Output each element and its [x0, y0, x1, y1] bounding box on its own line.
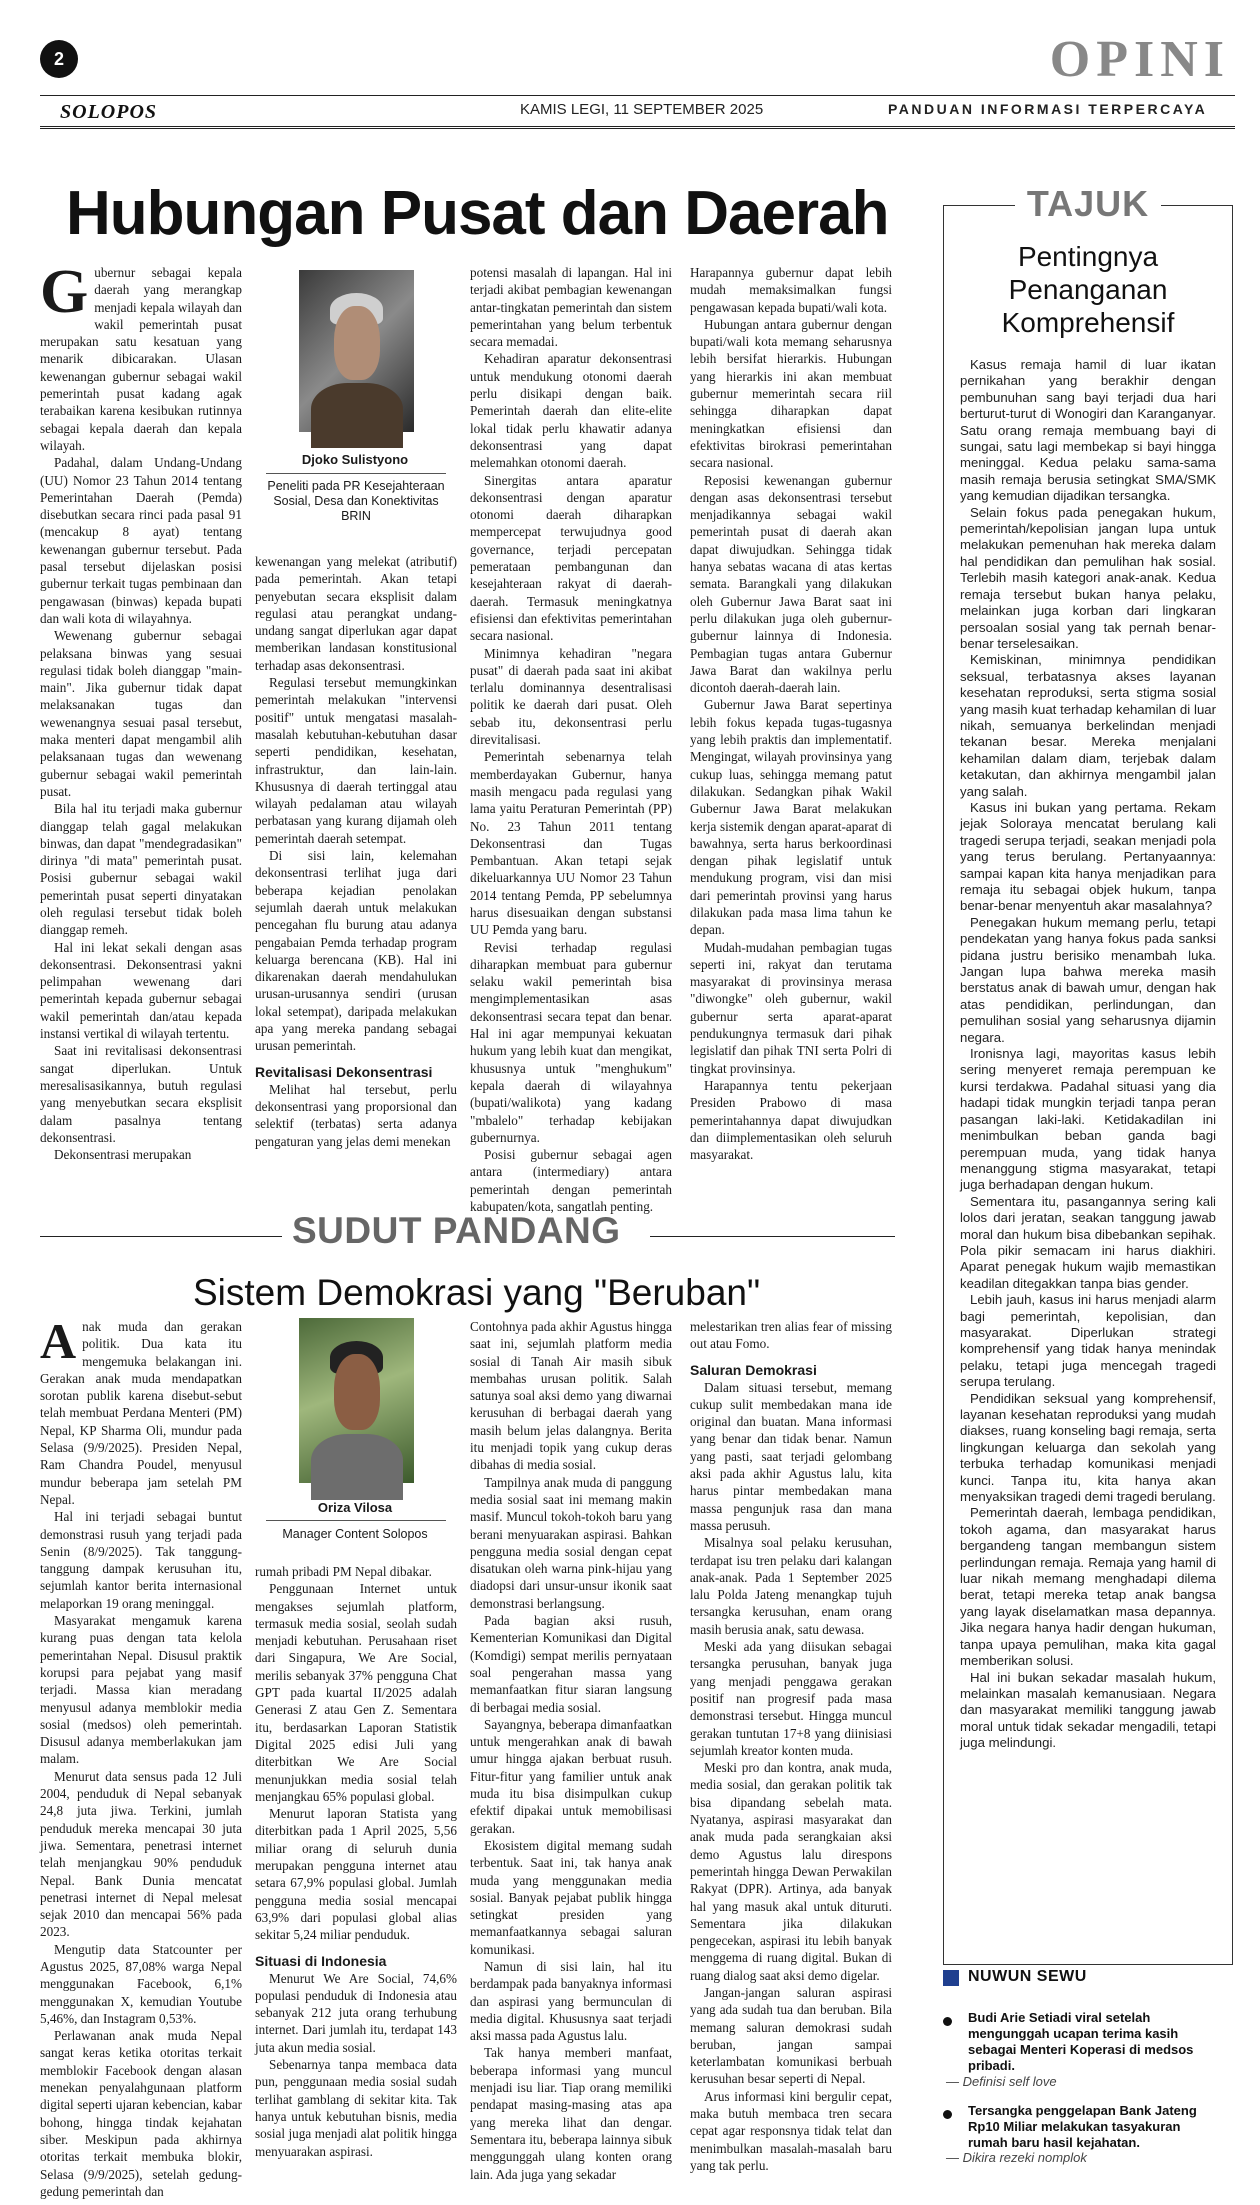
- paragraph: Harapannya tentu pekerjaan Presiden Prabowo di masa pemerintahannya dapat diwujudkan dan diimplementasikan oleh seluruh masyarakat.: [690, 1077, 892, 1163]
- author-name: Djoko Sulistyono: [301, 452, 409, 467]
- paragraph: Hal ini bukan sekadar masalah hukum, melainkan masalah kemanusiaan. Negara dan masyarakat memiliki tanggung jawab moral untuk tidak sekadar mengadili, tetapi juga melindungi.: [960, 1669, 1216, 1751]
- author-photo-djoko: [299, 270, 414, 432]
- paragraph: Melihat hal tersebut, perlu dekonsentrasi yang proporsional dan selektif (terbatas) serta adanya pengaturan yang jelas demi menekan: [255, 1081, 457, 1149]
- bullet-icon: [943, 2110, 952, 2119]
- article1-column-4: [690, 264, 892, 1192]
- paragraph: Sementara itu, pasangannya sering kali lolos dari jeratan, seakan tanggung jawab moral dan hukum bisa dibebankan sepihak. Pola pikir semacam ini harus diakhiri. Aparat penegak hukum wajib memastikan keadilan ditegakkan tanpa bias gender.: [960, 1193, 1216, 1291]
- subheading: Saluran Demokrasi: [690, 1361, 817, 1378]
- paragraph: Ekosistem digital memang sudah terbentuk. Saat ini, tak hanya anak muda yang menggunakan media sosial. Banyak pejabat publik hingga setingkat presiden yang memanfaatkannya sebagai saluran komunikasi.: [470, 1837, 672, 1957]
- paragraph: Di sisi lain, kelemahan dekonsentrasi terlihat juga dari beberapa kejadian penolakan sejumlah daerah untuk melakukan pencegahan flu burung atau adanya pengabaian Pemda terhadap program keluarga berencana (KB). Hal ini dikarenakan daerah mendahulukan urusan-urusannya sendiri (urusan lokal setempat), daripada melakukan apa yang mereka pandang sebagai urusan pemerintah.: [255, 848, 457, 1054]
- article-headline: Hubungan Pusat dan Daerah: [66, 179, 889, 248]
- dropcap: A: [40, 1313, 77, 1369]
- paragraph: Meski ada yang diisukan sebagai tersangka perusuhan, banyak juga yang menjadi penggawa gerakan positif nan progresif pada masa demonstrasi tersebut. Hingga muncul gerakan tuntutan 17+8 yang diinisiasi sejumlah kreator konten muda.: [690, 1639, 892, 1758]
- paragraph: Penggunaan Internet untuk mengakses sejumlah platform, termasuk media sosial, seolah sudah menjadi kebutuhan. Perusahaan riset dari Singapura, We Are Social, merilis sebanyak 37% pengguna Chat GPT pada kuartal II/2025 adalah Generasi Z atau Gen Z. Sementara itu, berdasarkan Laporan Statistik Digital 2025 edisi Juli yang diterbitkan We Are Social menunjukkan media sosial telah menjangkau 65% populasi global.: [255, 1581, 457, 1804]
- paragraph: Bila hal itu terjadi maka gubernur dianggap telah gagal melakukan binwas, dan dapat "mendegradasikan" dirinya "di mata" pemerintah pusat. Posisi gubernur sebagai wakil pemerintah pusat seperti dinyatakan oleh regulasi tersebut tidak boleh dianggap remeh.: [40, 801, 242, 938]
- paragraph: Menurut We Are Social, 74,6% populasi penduduk di Indonesia atau sebanyak 212 juta orang terhubung internet. Dari jumlah itu, terdapat 143 juta akun media sosial.: [255, 1970, 457, 2055]
- paragraph: Mudah-mudahan pembagian tugas seperti ini, rakyat dan terutama masyarakat di provinsinya merasa "diwongke" oleh gubernur, wakil gubernur serta aparat-aparat pendukungnya termasuk dari pihak legislatif dan pihak TNI serta Polri di tingkat provinsinya.: [690, 939, 892, 1076]
- article1-column-2: [255, 553, 457, 1193]
- nuwun-reply: — Definisi self love: [946, 2074, 1057, 2089]
- paragraph: Wewenang gubernur sebagai pelaksana binwas yang sesuai regulasi tidak boleh dianggap "main-main". Jika gubernur tidak dapat melaksanakan tugas dan wewenangnya sesuai pasal tersebut, maka menteri dapat mengambil alih pelaksanaan tugas dan wewenang gubernur sebagai wakil pemerintah pusat.: [40, 628, 242, 799]
- paragraph: Dalam situasi tersebut, memang cukup sulit membedakan mana ide original dan buatan. Mana informasi yang benar dan tidak benar. Namun yang pasti, saat terjadi gelombang aksi pada akhir Agustus lalu, kita harus pintar membedakan mana massa pengunjuk rasa dan mana massa perusuh.: [690, 1379, 892, 1533]
- subheading: Revitalisasi Dekonsentrasi: [255, 1063, 433, 1080]
- tagline: PANDUAN INFORMASI TERPERCAYA: [888, 101, 1208, 117]
- dropcap: G: [40, 258, 89, 326]
- nuwun-item: Tersangka penggelapan Bank Jateng Rp10 Miliar melakukan tasyakuran rumah baru hasil kejahatan.: [968, 2103, 1197, 2150]
- paragraph: Mengutip data Statcounter per Agustus 2025, 87,08% warga Nepal menggunakan Facebook, 6,1% menggunakan X, kemudian Youtube 5,46%, dan Instagram 0,53%.: [40, 1941, 242, 2026]
- paragraph: rumah pribadi PM Nepal dibakar.: [255, 1564, 432, 1579]
- sudut-rule-right: [650, 1236, 895, 1237]
- paragraph: Pada bagian aksi rusuh, Kementerian Komunikasi dan Digital (Komdigi) sempat merilis pernyataan soal pengerahan massa yang memanfaatkan fitur siaran langsung di berbagai media sosial.: [470, 1613, 672, 1715]
- nuwun-square-icon: [943, 1970, 959, 1986]
- paragraph: Pemerintah sebenarnya telah memberdayakan Gubernur, hanya masih mengacu pada regulasi yang lama yaitu Peraturan Pemerintah (PP) No. 23 Tahun 2011 tentang Dekonsentrasi dan Tugas Pembantuan. Akan tetapi sejak dikeluarkannya UU Nomor 23 Tahun 2014 tentang Pemda, PP sebelumnya harus disesuaikan dengan substansi UU Pemda yang baru.: [470, 749, 672, 938]
- tajuk-body: [960, 357, 1216, 1952]
- tajuk-label: TAJUK: [943, 183, 1233, 225]
- paragraph: Reposisi kewenangan gubernur dengan asas dekonsentrasi tersebut menjadikannya sebagai wakil pemerintah pusat di daerah akan dapat diwujudkan. Sehingga tidak hanya sebatas wacana di atas kertas semata. Barangkali yang dilakukan oleh Gubernur Jawa Barat saat ini perlu dilakukan juga oleh gubernur-gubernur lainnya di Indonesia. Pembagian tugas antara Gubernur Jawa Barat dan wakilnya perlu dicontoh daerah-daerah lain.: [690, 472, 892, 696]
- paragraph: Revisi terhadap regulasi diharapkan membuat para gubernur selaku wakil pemerintah bisa mengimplementasikan asas dekonsentrasi secara tepat dan benar. Hal ini agar mempunyai kekuatan hukum yang lebih kuat dan mengikat, khususnya untuk "menghukum" kepala daerah di wilayahnya (bupati/walikota) yang kadang "mbalelo" terhadap kebijakan gubernurnya.: [470, 939, 672, 1145]
- dateline: KAMIS LEGI, 11 SEPTEMBER 2025: [520, 101, 764, 118]
- sudut-rule-left: [40, 1236, 282, 1237]
- paragraph: melestarikan tren alias fear of missing out atau Fomo.: [690, 1319, 892, 1352]
- nuwun-sewu-label: NUWUN SEWU: [968, 1968, 1087, 1985]
- author-photo-oriza: [299, 1318, 414, 1483]
- paragraph: Pemerintah daerah, lembaga pendidikan, tokoh agama, dan masyarakat harus bergandeng tangan membangun sistem perlindungan remaja. Remaja yang hamil di luar nikah memang menghadapi dilema berat, tetapi mereka tetap anak bangsa yang layak diselamatkan masa depannya. Jika negara hanya hadir dengan hukuman, tanpa upaya pemulihan, maka kita gagal memberikan solusi.: [960, 1505, 1216, 1669]
- nuwun-item: Budi Arie Setiadi viral setelah mengunggah ucapan terima kasih sebagai Menteri Koperasi di medsos pribadi.: [968, 2010, 1194, 2073]
- sudut-pandang-label: SUDUT PANDANG: [292, 1210, 621, 1251]
- paragraph: Harapannya gubernur dapat lebih mudah memaksimalkan fungsi pengawasan kepada bupati/wali kota.: [690, 265, 892, 315]
- sudut-column-2: [255, 1563, 457, 2180]
- subheading: Situasi di Indonesia: [255, 1952, 387, 1969]
- article1-column-1: Gubernur sebagai kepala daerah yang merangkap menjadi kepala wilayah dan wakil pemerintah pusat merupakan satu kesatuan yang menarik dibicarakan. Ulasan kewenangan gubernur sebagai wakil pemerintah pusat kadang agak terabaikan karena kesibukan rutinnya sebagai kepala daerah dan kepala wilayah. Padahal, dalam Undang-Undang (UU) Nomor 23 Tahun 2014 tentang Pemerintahan Daerah (Pemda) disebutkan secara rinci pada pasal 91 (mencakup 8 ayat) tentang kewenangan gubernur tersebut. Pada pasal tersebut dijelaskan posisi gubernur terkait tugas pembinaan dan pengawasan (binwas) kepada bupati dan wali kota di wilayahnya. Wewenang gubernur sebagai pelaksana binwas yang sesuai regulasi tidak boleh dianggap "main-main". Jika gubernur tidak dapat melaksanakan tugas dan wewenangnya sesuai pasal tersebut, maka menteri dapat mengambil alih pelaksanaan tugas dan wewenang gubernur sebagai wakil pemerintah pusat. Bila hal itu terjadi maka gubernur dianggap telah gagal melakukan binwas, dan dapat "mendegradasikan" dirinya "di mata" pemerintah pusat. Posisi gubernur sebagai wakil pemerintah pusat seperti dinyatakan oleh regulasi tersebut tidak boleh dianggap remeh. Hal ini lekat sekali dengan asas dekonsentrasi. Dekonsentrasi yakni pelimpahan wewenang dari pemerintah kepada gubernur sebagai wakil pemerintah dan/atau kepada instansi vertikal di wilayah tertentu. Saat ini revitalisasi dekonsentrasi sangat diperlukan. Untuk meresalisasikannya, butuh regulasi yang menyebutkan secara eksplisit dalam pasalnya tentang dekonsentrasi. Dekonsentrasi merupakan: [40, 258, 242, 1163]
- author-separator: [266, 1520, 446, 1521]
- paragraph: Hubungan antara gubernur dengan bupati/wali kota memang seharusnya lebih bersifat hierarkis. Hubungan yang hierarkis ini akan membuat gubernur memerintah secara riil sehingga diharapkan dapat meningkatkan efisiensi dan efektivitas birokrasi pemerintahan secara nasional.: [690, 316, 892, 471]
- sudut-column-4: [690, 1318, 892, 2180]
- paragraph: Contohnya pada akhir Agustus hingga saat ini, sejumlah platform media sosial di Tanah Air masih sibuk membahas urusan politik. Salah satunya soal aksi demo yang diwarnai kerusuhan di berbagai daerah yang masih belum jelas dalangnya. Berita itu menjadi topik yang cukup deras dibahas di media sosial.: [470, 1319, 672, 1473]
- paragraph: Sayangnya, beberapa dimanfaatkan untuk mengerahkan anak di bawah umur hingga ajakan berbuat rusuh. Fitur-fitur yang familier untuk anak muda itu bisa disimpulkan cukup efektif dipakai untuk memobilisasi gerakan.: [470, 1716, 672, 1836]
- paragraph: Hal ini terjadi sebagai buntut demonstrasi rusuh yang terjadi pada Senin (8/9/2025). Tak tanggung-tanggung dampak kerusuhan itu, sejumlah kantor berita internasional melaporkan 19 orang meninggal.: [40, 1509, 242, 1611]
- paragraph: Menurut data sensus pada 12 Juli 2004, penduduk di Nepal sebanyak 24,8 juta jiwa. Terkini, jumlah penduduk mereka mencapai 30 juta jiwa. Sementara, penetrasi internet telah menjangkau 90% penduduk Nepal. Bank Dunia mencatat penetrasi internet di Nepal melesat sejak 2010 dan mencapai 56% pada 2023.: [40, 1768, 242, 1940]
- paragraph: Padahal, dalam Undang-Undang (UU) Nomor 23 Tahun 2014 tentang Pemerintahan Daerah (Pemda) disebutkan secara rinci pada pasal 91 (mencakup 8 ayat) tentang kewenangan gubernur tersebut. Pada pasal tersebut dijelaskan posisi gubernur terkait tugas pembinaan dan pengawasan (binwas) kepada bupati dan wali kota di wilayahnya.: [40, 455, 242, 626]
- paragraph: Jangan-jangan saluran aspirasi yang ada sudah tua dan beruban. Bila memang saluran demokrasi sudah beruban, jangan sampai keterlambatan komunikasi berbuah kerusuhan besar seperti di Nepal.: [690, 1984, 892, 2087]
- nuwun-reply: — Dikira rezeki nomplok: [946, 2150, 1087, 2165]
- paragraph: Arus informasi kini bergulir cepat, maka butuh membaca tren secara cepat agar responsnya tidak telat dan menimbulkan masalah-masalah baru yang tak perlu.: [690, 2088, 892, 2173]
- paragraph: Gubernur Jawa Barat sepertinya lebih fokus kepada tugas-tugasnya yang lebih praktis dan implementatif. Mengingat, wilayah provinsinya yang cukup luas, sehingga memang patut dilakukan. Sedangkan pihak Wakil Gubernur Jawa Barat melakukan kerja sistemik dengan aparat-aparat di bawahnya, serta harus berkoordinasi dengan pihak legislatif untuk mendukung program, visi dan misi dari pemerintah provinsi yang harus dilakukan pada masa lima tahun ke depan.: [690, 697, 892, 938]
- author-role: Peneliti pada PR Kesejahteraan Sosial, Desa dan Konektivitas BRIN: [267, 479, 445, 523]
- paragraph: Tak hanya memberi manfaat, beberapa informasi yang muncul menjadi isu liar. Tiap orang memiliki pendapat masing-masing atas apa yang mereka lihat dan dengar. Sementara itu, beberapa lainnya sibuk menggunggah ulang konten orang lain. Ada juga yang sekadar: [470, 2045, 672, 2182]
- header-rule-bottom: [40, 126, 1235, 129]
- author-name: Oriza Vilosa: [317, 1500, 393, 1515]
- paragraph: Misalnya soal pelaku kerusuhan, terdapat isu tren pelaku dari kalangan anak-anak. Pada 1 September 2025 lalu Polda Jateng menangkap tujuh tersangka kerusuhan, enam orang masih berusia anak, satu dewasa.: [690, 1535, 892, 1637]
- brand-logo[interactable]: SOLOPOS: [60, 101, 158, 123]
- paragraph: Ironisnya lagi, mayoritas kasus lebih sering menyeret remaja perempuan ke kursi terdakwa. Padahal situasi yang dia hadapi tidak mungkin terjadi tanpa peran pasangan laki-laki. Ketidakadilan ini menimbulkan beban ganda bagi perempuan muda, yang tidak hanya menanggung stigma masyarakat, tetapi juga berhadapan dengan hukum.: [960, 1046, 1216, 1193]
- paragraph: Selain fokus pada penegakan hukum, pemerintah/kepolisian jangan lupa untuk melakukan pemenuhan hak mereka dalam hal pendidikan dan pemulihan hak sosial. Terlebih masih kategori anak-anak. Kedua remaja tersebut bukan hanya pelaku, melainkan juga korban dari lingkaran persoalan sosial yang tak pernah benar-benar terselesaikan.: [960, 504, 1216, 651]
- paragraph: Saat ini revitalisasi dekonsentrasi sangat diperlukan. Untuk meresalisasikannya, butuh regulasi yang menyebutkan secara eksplisit dalam pasalnya tentang dekonsentrasi.: [40, 1043, 242, 1145]
- paragraph: Perlawanan anak muda Nepal sangat keras ketika otoritas terkait memblokir Facebook dengan alasan menekan penyalahgunaan platform digital seperti ujaran kebencian, kabar bohong, hingga tindak kejahatan siber. Meskipun pada akhirnya otoritas terkait membuka blokir, Selasa (9/9/2025), setelah gedung-gedung pemerintah dan: [40, 2028, 242, 2199]
- paragraph: Sebenarnya tanpa membaca data pun, penggunaan media sosial sudah terlihat gamblang di sekitar kita. Tak hanya untuk kebutuhan bisnis, media sosial juga menjadi alat politik hingga menyuarakan aspirasi.: [255, 2057, 457, 2159]
- paragraph: Kemiskinan, minimnya pendidikan seksual, terbatasnya akses layanan kesehatan reproduksi, serta stigma sosial yang masih kuat terhadap kehamilan di luar nikah, semuanya berkelindan menjadi tekanan besar. Mereka menjalani kehamilan dalam diam, terjebak dalam ketakutan, dan akhirnya mengambil jalan yang salah.: [960, 652, 1216, 799]
- paragraph: Menurut laporan Statista yang diterbitkan pada 1 April 2025, 5,56 miliar orang di seluruh dunia merupakan pengguna internet atau setara 67,9% populasi global. Jumlah pengguna media sosial mencapai 63,9% dari populasi global alias sekitar 5,24 miliar penduduk.: [255, 1806, 457, 1943]
- paragraph: Kehadiran aparatur dekonsentrasi untuk mendukung otonomi daerah perlu disikapi dengan baik. Pemerintah daerah dan elite-elite lokal tidak perlu khawatir adanya dekonsentrasi yang dapat melemahkan otonomi daerah.: [470, 351, 672, 471]
- paragraph: Hal ini lekat sekali dengan asas dekonsentrasi. Dekonsentrasi yakni pelimpahan wewenang dari pemerintah kepada gubernur sebagai wakil pemerintah dan/atau kepada instansi vertikal di wilayah tertentu.: [40, 939, 242, 1042]
- paragraph: Penegakan hukum memang perlu, tetapi pendekatan yang hanya fokus pada sanksi pidana justru berisiko menambah luka. Jangan lupa bahwa mereka masih berstatus anak di bawah umur, dengan hak atas pendidikan, perlindungan, dan pemulihan sosial yang seharusnya dijamin negara.: [960, 914, 1216, 1045]
- sudut-column-3: [470, 1318, 672, 2180]
- paragraph: Minimnya kehadiran "negara pusat" di daerah pada saat ini akibat terlalu dominannya desentralisasi politik ke daerah dari pusat. Oleh sebab itu, dekonsentrasi perlu direvitalisasi.: [470, 645, 672, 748]
- author-role: Manager Content Solopos: [282, 1527, 428, 1541]
- header-rule-top: [40, 95, 1235, 96]
- paragraph: potensi masalah di lapangan. Hal ini terjadi akibat pembagian kewenangan antar-tingkatan pemerintah dan sistem pemerintahan yang belum terbentuk secara memadai.: [470, 265, 672, 350]
- paragraph: Meski pro dan kontra, anak muda, media sosial, dan gerakan politik tak bisa dipandang sebelah mata. Nyatanya, aspirasi masyarakat dan anak muda pada serangkaian aksi demo Agustus lalu direspons pemerintah hingga Dewan Perwakilan Rakyat (DPR). Artinya, ada banyak hal yang masuk akal untuk dituruti. Sementara jika dilakukan pengecekan, aspirasi itu lebih banyak menggema di ruang digital. Bukan di ruang dialog saat aksi demo digelar.: [690, 1760, 892, 1983]
- section-title: OPINI: [1049, 31, 1230, 88]
- paragraph: Kasus remaja hamil di luar ikatan pernikahan yang berakhir dengan pembunuhan sang bayi terjadi dua hari berturut-turut di Wonogiri dan Karanganyar. Satu orang remaja membuang bayi di sungai, satu lagi membekap si bayi hingga meninggal. Kedua pelaku sama-sama masih remaja berusia setingkat SMA/SMK yang kemudian dijadikan tersangka.: [960, 357, 1216, 504]
- author-separator: [266, 473, 446, 474]
- sudut-column-1: Anak muda dan gerakan politik. Dua kata itu mengemuka belakangan ini. Gerakan anak muda mendapatkan sorotan publik karena disebut-sebut telah membuat Perdana Menteri (PM) Nepal, KP Sharma Oli, mundur pada Selasa (9/9/2025). Presiden Nepal, Ram Chandra Poudel, menyusul mundur beberapa jam setelah PM Nepal. Hal ini terjadi sebagai buntut demonstrasi rusuh yang terjadi pada Senin (8/9/2025). Tak tanggung-tanggung dampak kerusuhan itu, sejumlah kantor berita internasional melaporkan 19 orang meninggal. Masyarakat mengamuk karena kurang puas dengan tata kelola pemerintahan Nepal. Disusul praktik korupsi para pejabat yang masif terjadi. Massa kian meradang menyusul adanya memblokir media sosial (medsos) oleh pemerintah. Disusul adanya memberlakukan jam malam. Menurut data sensus pada 12 Juli 2004, penduduk di Nepal sebanyak 24,8 juta jiwa. Terkini, jumlah penduduk mereka mencapai 30 juta jiwa. Sementara, penetrasi internet telah menjangkau 90% penduduk Nepal. Bank Dunia mencatat penetrasi internet di Nepal melesat sejak 2010 dan mencapai 56% pada 2023. Mengutip data Statcounter per Agustus 2025, 87,08% warga Nepal menggunakan Facebook, 6,1% menggunakan X, kemudian Youtube 5,46%, dan Instagram 0,53%. Perlawanan anak muda Nepal sangat keras ketika otoritas terkait memblokir Facebook dengan alasan menekan penyalahgunaan platform digital seperti ujaran kebencian, kabar bohong, hingga tindak kejahatan siber. Meskipun pada akhirnya otoritas terkait membuka blokir, Selasa (9/9/2025), setelah gedung-gedung pemerintah dan: [40, 1313, 242, 2199]
- sudut-pandang-headline: Sistem Demokrasi yang "Beruban": [193, 1272, 761, 1313]
- paragraph: Namun di sisi lain, hal itu berdampak pada banyaknya informasi dan aspirasi yang bermunculan di media digital. Khususnya saat terjadi aksi massa pada Agustus lalu.: [470, 1958, 672, 2044]
- bullet-icon: [943, 2017, 952, 2026]
- paragraph: Pendidikan seksual yang komprehensif, layanan kesehatan reproduksi yang mudah diakses, ruang konseling bagi remaja, serta lingkungan keluarga dan sekolah yang terbuka terhadap komunikasi menjadi kunci. Tanpa itu, kita hanya akan menyaksikan tragedi demi tragedi berulang.: [960, 1390, 1216, 1505]
- article1-column-3: [470, 264, 672, 1215]
- paragraph: Posisi gubernur sebagai agen antara (intermediary) antara pemerintah dengan pemerintah kabupaten/kota, sangatlah penting.: [470, 1147, 672, 1215]
- paragraph: kewenangan yang melekat (atributif) pada pemerintah. Akan tetapi penyebutan secara eksplisit dalam regulasi atau perangkat undang-undang sangat diperlukan agar dapat memberikan landasan konstitusional terhadap asas dekonsentrasi.: [255, 554, 457, 673]
- paragraph: Tampilnya anak muda di panggung media sosial saat ini memang makin masif. Muncul tokoh-tokoh baru yang berani menyuarakan aspirasi. Bahkan pengguna media sosial dengan cepat disatukan oleh warna pink-hijau yang diadopsi dari unsur-unsur ikonik saat demonstrasi berlangsung.: [470, 1474, 672, 1611]
- tajuk-headline: Pentingnya Penanganan Komprehensif: [1001, 241, 1175, 338]
- paragraph: Regulasi tersebut memungkinkan pemerintah melakukan "intervensi positif" untuk mengatasi masalah-masalah kebutuhan-kebutuhan dasar seperti pendidikan, kesehatan, infrastruktur, dan lain-lain. Khususnya di daerah tertinggal atau wilayah pedalaman atau wilayah perbatasan yang kurang dijamah oleh pemerintah daerah setempat.: [255, 675, 457, 846]
- paragraph: Lebih jauh, kasus ini harus menjadi alarm bagi pemerintah, kepolisian, dan masyarakat. Diperlukan strategi komprehensif yang tidak hanya menindak pelaku, tetapi juga mencegah tragedi serupa terulang.: [960, 1292, 1216, 1390]
- paragraph: Kasus ini bukan yang pertama. Rekam jejak Soloraya mencatat berulang kali tragedi serupa terjadi, seakan menjadi pola yang terus berulang. Pertanyaannya: sampai kapan kita hanya menjadikan para remaja itu sebagai objek hukum, tanpa benar-benar menyentuh akar masalahnya?: [960, 799, 1216, 914]
- page-number: 2: [40, 40, 78, 78]
- paragraph: Dekonsentrasi merupakan: [54, 1147, 192, 1163]
- paragraph: Sinergitas antara aparatur dekonsentrasi dengan aparatur otonomi daerah diharapkan mempercepat terwujudnya good governance, terjadi percepatan pemerataan pembangunan dan kesejahteraan rakyat di daerah-daerah. Termasuk meningkatnya efisiensi dan efektivitas pemerintahan secara nasional.: [470, 472, 672, 644]
- paragraph: Masyarakat mengamuk karena kurang puas dengan tata kelola pemerintahan Nepal. Disusul praktik korupsi para pejabat yang masif terjadi. Massa kian meradang menyusul adanya memblokir media sosial (medsos) oleh pemerintah. Disusul adanya memberlakukan jam malam.: [40, 1613, 242, 1767]
